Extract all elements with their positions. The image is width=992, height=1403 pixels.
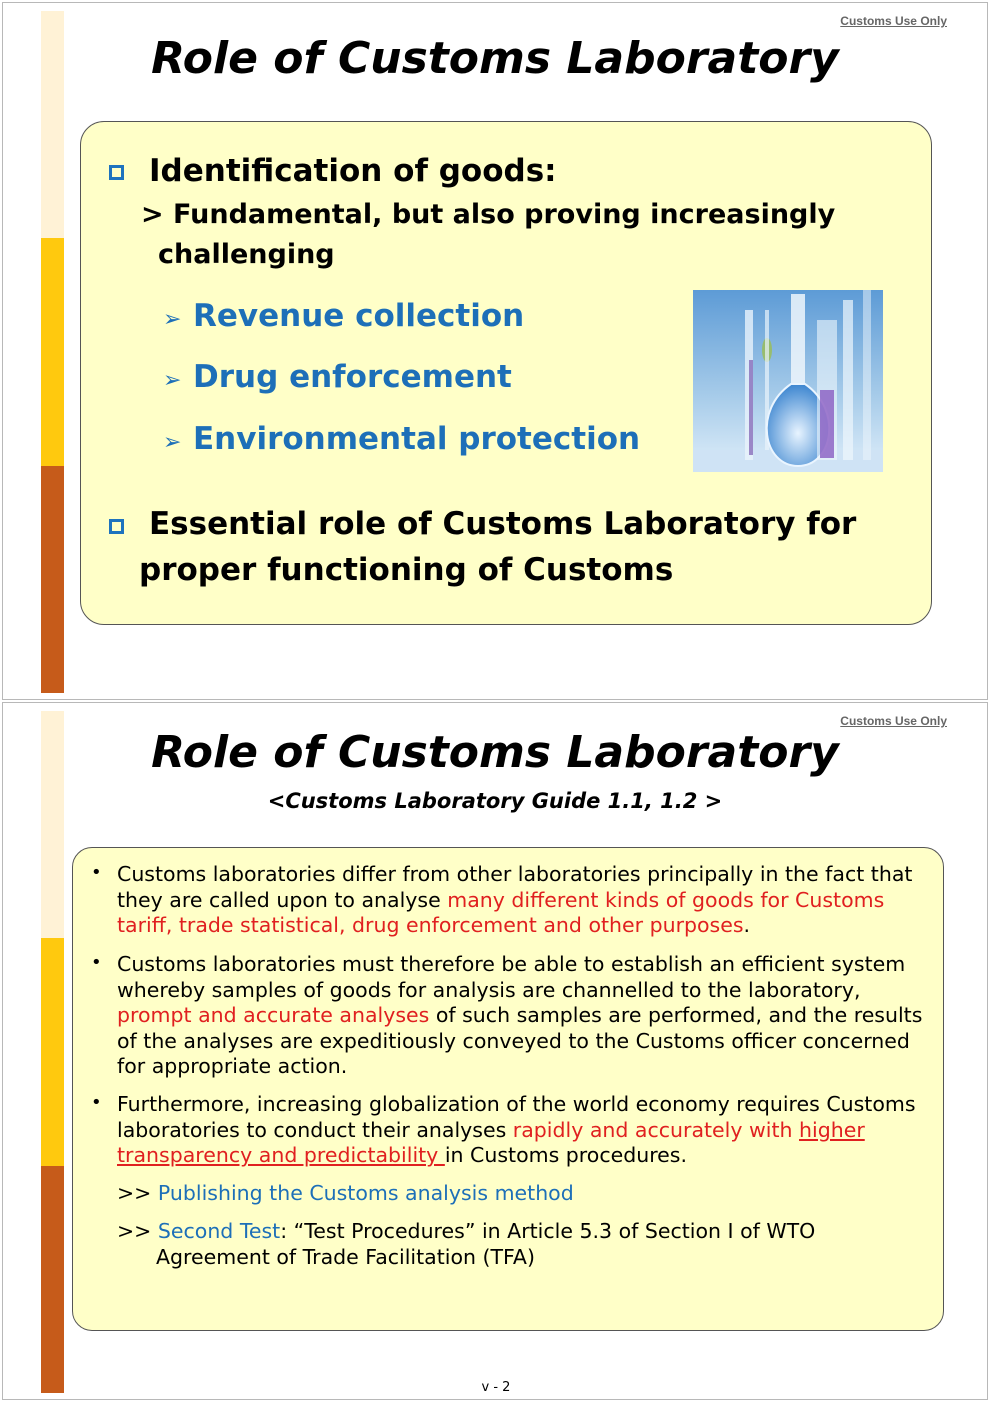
arrow-bullet-icon: ➢ — [163, 430, 182, 455]
sub-point-line2: challenging — [158, 239, 335, 270]
sidebar-band-gold — [41, 938, 64, 1166]
square-bullet-icon — [109, 165, 124, 180]
note-second-test: >> Second Test: “Test Procedures” in Article 5.3 of Section I of WTO — [117, 1219, 816, 1243]
laboratory-glassware-image — [693, 290, 883, 472]
slide-subtitle: <Customs Laboratory Guide 1.1, 1.2 > — [267, 789, 723, 813]
sub-point-line1: > Fundamental, but also proving increasingly — [141, 199, 836, 230]
square-bullet-icon — [109, 519, 124, 534]
customs-use-only-tag: Customs Use Only — [840, 14, 947, 28]
bullet-essential-line2: proper functioning of Customs — [139, 552, 674, 588]
bullet-dot-icon: • — [91, 1092, 102, 1113]
paragraph-1: Customs laboratories differ from other laboratories principally in the fact that they are called upon to analyse many different kinds of goods for Customs tariff, trade statistical, drug enforcement and other purposes. — [117, 862, 913, 937]
bullet-dot-icon: • — [91, 952, 102, 973]
bullet-identification: Identification of goods: — [149, 153, 557, 189]
customs-use-only-tag: Customs Use Only — [840, 714, 947, 728]
sidebar-band-rust — [41, 466, 64, 693]
arrow-bullet-icon: ➢ — [163, 307, 182, 332]
arrow-bullet-icon: ➢ — [163, 368, 182, 393]
sidebar-band-gold — [41, 238, 64, 466]
note-publishing: >> Publishing the Customs analysis method — [117, 1181, 574, 1205]
slide-1 — [2, 2, 988, 700]
sidebar-band-rust — [41, 1166, 64, 1393]
list-item-revenue: ➢ Revenue collection — [163, 298, 525, 334]
slide-title: Role of Customs Laboratory — [151, 33, 839, 84]
page-number: v - 2 — [481, 1380, 511, 1395]
paragraph-2: Customs laboratories must therefore be able to establish an efficient system whereby samples of goods for analysis are channelled to the laboratory, prompt and accurate analyses of such samples are performed, and the results of the analyses are expeditiously conveyed to the Customs officer concerned for appropriate action. — [117, 952, 923, 1078]
list-item-drug: ➢ Drug enforcement — [163, 359, 512, 395]
bullet-essential-line1: Essential role of Customs Laboratory for — [149, 506, 857, 542]
slide-title: Role of Customs Laboratory — [151, 727, 839, 778]
note-second-test-line2: Agreement of Trade Facilitation (TFA) — [156, 1245, 535, 1269]
slide-2 — [2, 702, 988, 1400]
paragraph-3: Furthermore, increasing globalization of the world economy requires Customs laboratories to conduct their analyses rapidly and accurately with higher transparency and predictability in Customs procedures. — [117, 1092, 916, 1167]
bullet-dot-icon: • — [91, 862, 102, 883]
list-item-environment: ➢ Environmental protection — [163, 421, 641, 457]
